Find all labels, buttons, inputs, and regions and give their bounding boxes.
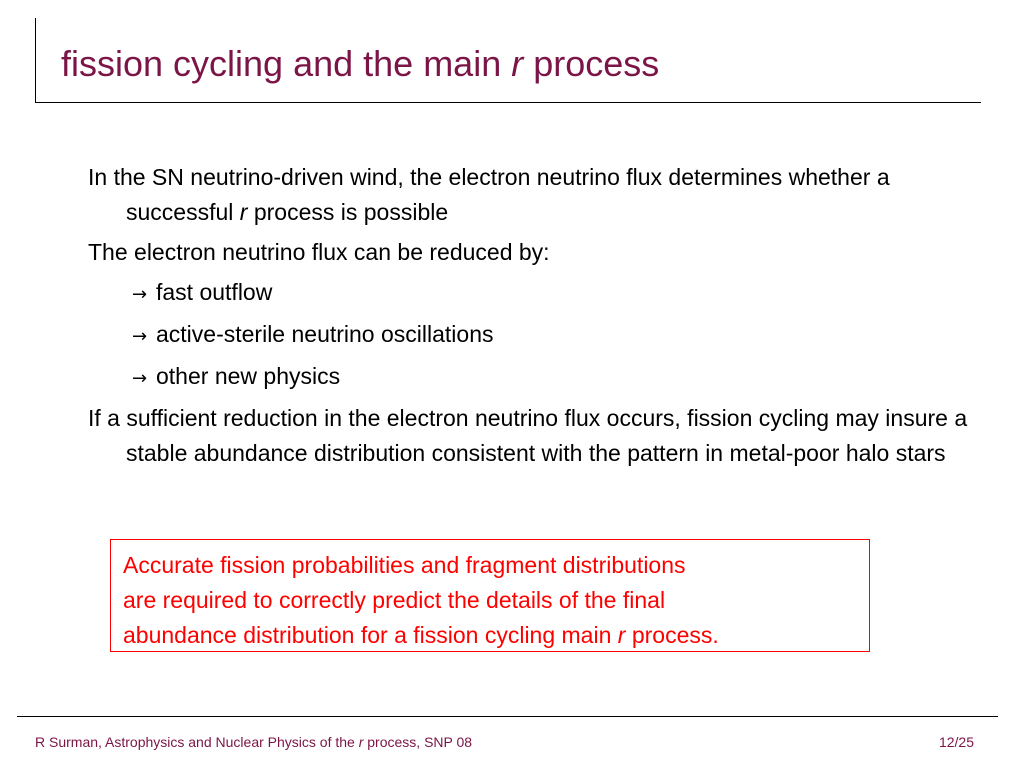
right-arrow-icon: → <box>132 368 148 389</box>
right-arrow-icon: → <box>132 326 148 347</box>
paragraph-italic-r: r <box>239 199 248 225</box>
footer-citation-text: R Surman, Astrophysics and Nuclear Physics of the <box>35 734 359 750</box>
sub-item-oscillations <box>88 317 968 354</box>
slide-body <box>88 160 968 476</box>
page-number: 12/25 <box>938 734 974 750</box>
slide-title-text-end: process <box>523 43 660 84</box>
callout-italic-r: r <box>617 622 626 648</box>
paragraph-text-end: process is possible <box>247 199 449 225</box>
callout-box <box>110 539 870 652</box>
callout-line: are required to correctly predict the details of the final <box>123 587 666 613</box>
sub-item-label: other new physics <box>156 363 341 389</box>
sub-item-fast-outflow <box>88 275 968 312</box>
sub-item-label: active-sterile neutrino oscillations <box>156 321 494 347</box>
paragraph-flux-reduction: The electron neutrino flux can be reduced by: <box>88 239 550 265</box>
slide-title <box>61 42 659 86</box>
sub-item-new-physics <box>88 359 968 396</box>
paragraph-fission-cycling: If a sufficient reduction in the electron neutrino flux occurs, fission cycling may insure a stable abundance distribution consistent with the pattern in metal-poor halo stars <box>88 405 968 466</box>
callout-text-end: process. <box>625 622 719 648</box>
slide-title-italic: r <box>511 43 524 84</box>
footer-citation-text-end: process, SNP 08 <box>363 734 473 750</box>
callout-text: abundance distribution for a fission cycling main <box>123 622 618 648</box>
sub-item-label: fast outflow <box>156 279 273 305</box>
footer-citation-italic: r <box>358 734 364 750</box>
callout-line: Accurate fission probabilities and fragment distributions <box>123 552 686 578</box>
title-horizontal-rule <box>35 102 981 103</box>
footer-rule <box>17 716 998 717</box>
slide-title-text: fission cycling and the main <box>61 43 512 84</box>
footer-citation <box>35 732 472 752</box>
title-vertical-rule <box>35 18 36 103</box>
paragraph-neutrino-wind <box>88 160 968 230</box>
right-arrow-icon: → <box>132 284 148 305</box>
paragraph-text: In the SN neutrino-driven wind, the electron neutrino flux determines whether a successful <box>88 164 890 225</box>
callout-line <box>123 618 859 653</box>
